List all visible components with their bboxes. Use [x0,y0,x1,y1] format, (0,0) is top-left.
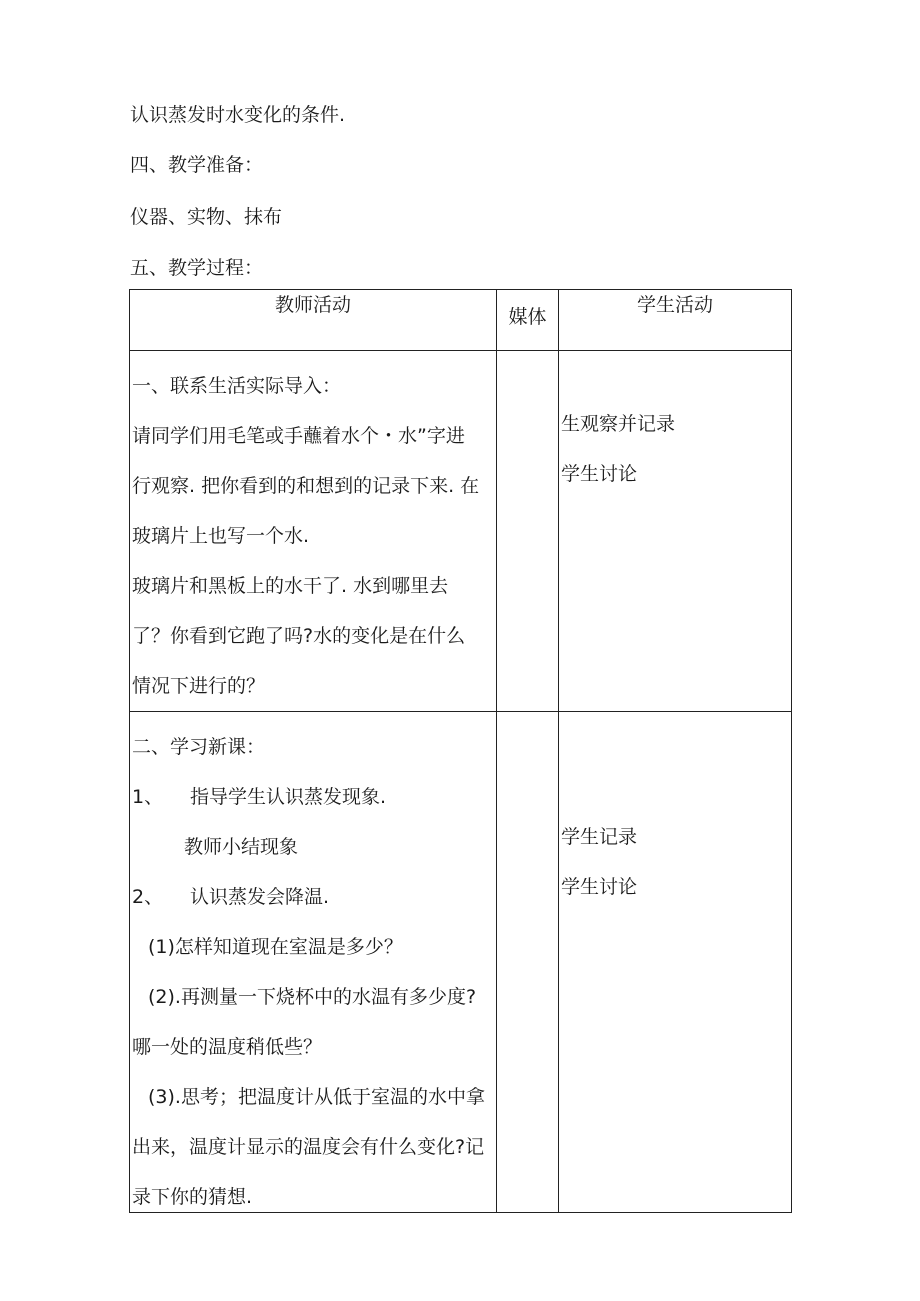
student-line: 学生记录 [561,826,638,848]
teacher-line: 一、联系生活实际导入： [132,375,342,397]
teacher-line [132,872,494,922]
item-number: 1、 [132,786,164,808]
teacher-line: 二、学习新课： [132,736,266,758]
teacher-line: 出来，温度计显示的温度会有什么变化?记 [132,1136,485,1158]
teacher-line: 情况下进行的？ [132,675,266,697]
teacher-activity-cell [130,712,497,1213]
student-line: 学生讨论 [561,463,638,485]
teacher-line: (3).思考；把温度计从低于室温的水中拿 [148,1086,485,1108]
teacher-line [132,772,494,822]
header-student-activity: 学生活动 [559,290,792,351]
item-text: 认识蒸发会降温. [190,886,330,908]
teacher-line: 录下你的猜想. [132,1186,253,1208]
table-row [130,712,792,1213]
student-line: 学生讨论 [561,876,638,898]
student-line: 生观察并记录 [561,413,676,435]
media-cell [497,351,559,712]
teacher-line: 玻璃片和黑板上的水干了. 水到哪里去 [132,575,449,597]
header-media: 媒体 [497,290,559,351]
student-activity-cell [559,351,792,712]
teacher-line: (1)怎样知道现在室温是多少？ [148,936,403,958]
teacher-line: 玻璃片上也写一个水. [132,525,310,547]
section-5-heading: 五、教学过程： [130,257,264,279]
intro-line: 认识蒸发时水变化的条件. [130,104,346,126]
table-header-row [130,290,792,351]
teacher-line: 行观察. 把你看到的和想到的记录下来. 在 [132,475,480,497]
item-number: 2、 [132,886,164,908]
item-text: 指导学生认识蒸发现象. [190,786,387,808]
header-teacher-activity: 教师活动 [130,290,497,351]
materials-line: 仪器、实物、抹布 [130,206,283,228]
section-4-heading: 四、教学准备： [130,154,264,176]
media-cell [497,712,559,1213]
student-activity-cell [559,712,792,1213]
teacher-line: 请同学们用毛笔或手蘸着水个・水”字进 [132,425,465,447]
teacher-activity-cell [130,351,497,712]
teacher-line: 教师小结现象 [184,836,299,858]
lesson-process-table [129,289,792,1213]
teacher-line: 了？你看到它跑了吗?水的变化是在什么 [132,625,466,647]
table-row [130,351,792,712]
teacher-line: 哪一处的温度稍低些？ [132,1036,323,1058]
teacher-line: (2).再测量一下烧杯中的水温有多少度? [148,986,477,1008]
